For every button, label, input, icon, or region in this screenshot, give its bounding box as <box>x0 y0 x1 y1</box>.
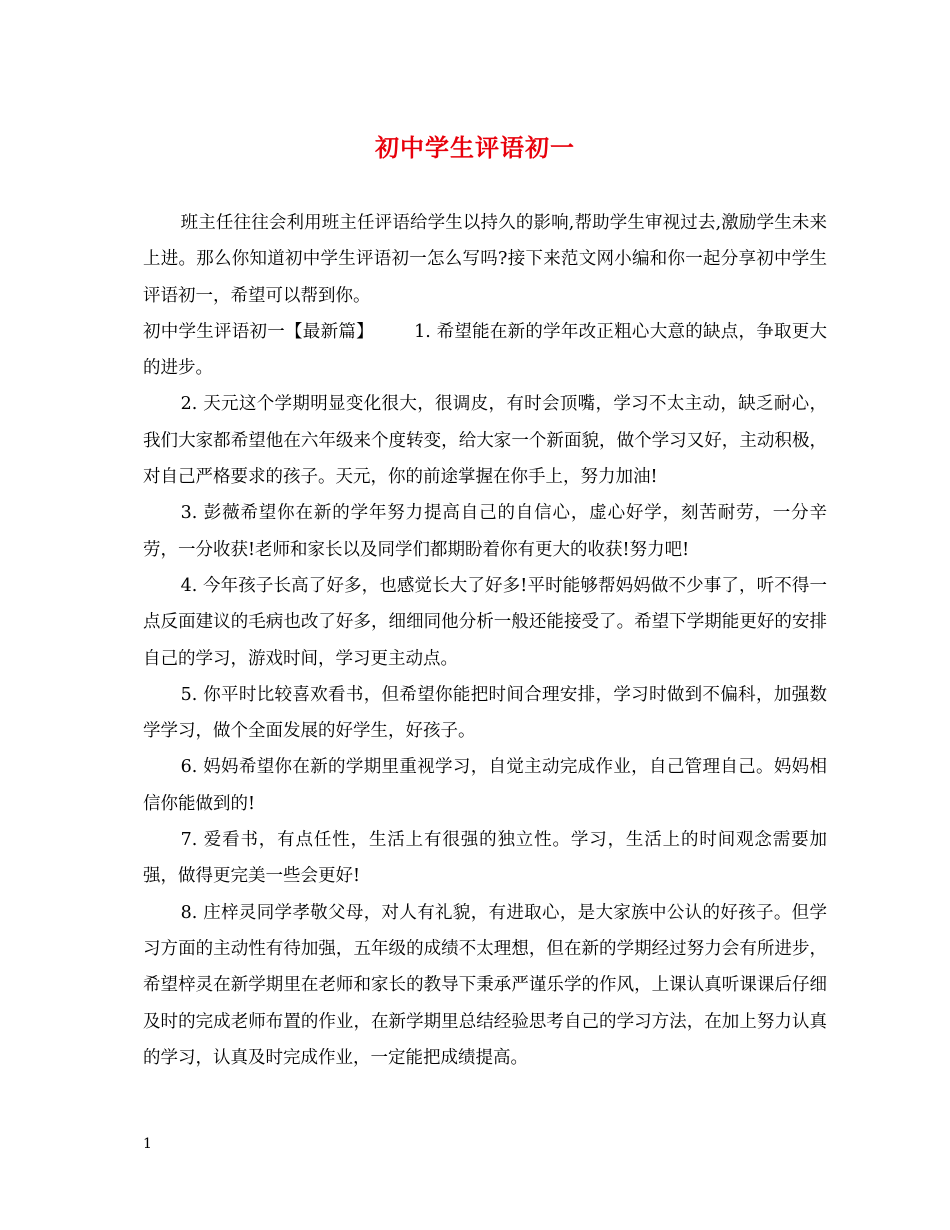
document-body <box>143 205 827 1076</box>
page-title: 初中学生评语初一 <box>375 133 575 162</box>
comment-item-5: 5. 你平时比较喜欢看书，但希望你能把时间合理安排，学习时做到不偏科，加强数学学习，做个全面发展的好学生，好孩子。 <box>143 684 827 742</box>
comment-item-1: 1. 希望能在新的学年改正粗心大意的缺点，争取更大的进步。 <box>143 321 827 379</box>
comment-item-8: 8. 庄梓灵同学孝敬父母，对人有礼貌，有进取心，是大家族中公认的好孩子。但学习方面的主动性有待加强，五年级的成绩不太理想，但在新的学期经过努力会有所进步，希望梓灵在新学期里在老师和家长的教导下秉承严谨乐学的作风，上课认真听课课后仔细及时的完成老师布置的作业，在新学期里总结经验思考自己的学习方法，在加上努力认真的学习，认真及时完成作业，一定能把成绩提高。 <box>143 902 827 1068</box>
page-number: 1 <box>143 1136 152 1152</box>
section-heading: 初中学生评语初一【最新篇】 <box>143 321 374 342</box>
comment-item-4: 4. 今年孩子长高了好多，也感觉长大了好多!平时能够帮妈妈做不少事了，听不得一点反面建议的毛病也改了好多，细细同他分析一般还能接受了。希望下学期能更好的安排自己的学习，游戏时间，学习更主动点。 <box>143 575 827 669</box>
section-first-paragraph <box>143 314 827 387</box>
comment-item-3: 3. 彭薇希望你在新的学年努力提高自己的自信心，虚心好学，刻苦耐劳，一分辛劳，一分收获!老师和家长以及同学们都期盼着你有更大的收获!努力吧! <box>143 503 827 560</box>
comment-item-2: 2. 天元这个学期明显变化很大，很调皮，有时会顶嘴，学习不太主动，缺乏耐心，我们大家都希望他在六年级来个度转变，给大家一个新面貌，做个学习又好，主动积极，对自己严格要求的孩子。天元，你的前途掌握在你手上，努力加油! <box>143 394 827 488</box>
comment-item-6: 6. 妈妈希望你在新的学期里重视学习，自觉主动完成作业，自己管理自己。妈妈相信你能做到的! <box>143 757 827 814</box>
intro-paragraph: 班主任往往会利用班主任评语给学生以持久的影响,帮助学生审视过去,激励学生未来上进。那么你知道初中学生评语初一怎么写吗?接下来范文网小编和你一起分享初中学生评语初一，希望可以帮到你。 <box>143 213 827 306</box>
comment-item-7: 7. 爱看书，有点任性，生活上有很强的独立性。学习，生活上的时间观念需要加强，做得更完美一些会更好! <box>143 830 827 887</box>
